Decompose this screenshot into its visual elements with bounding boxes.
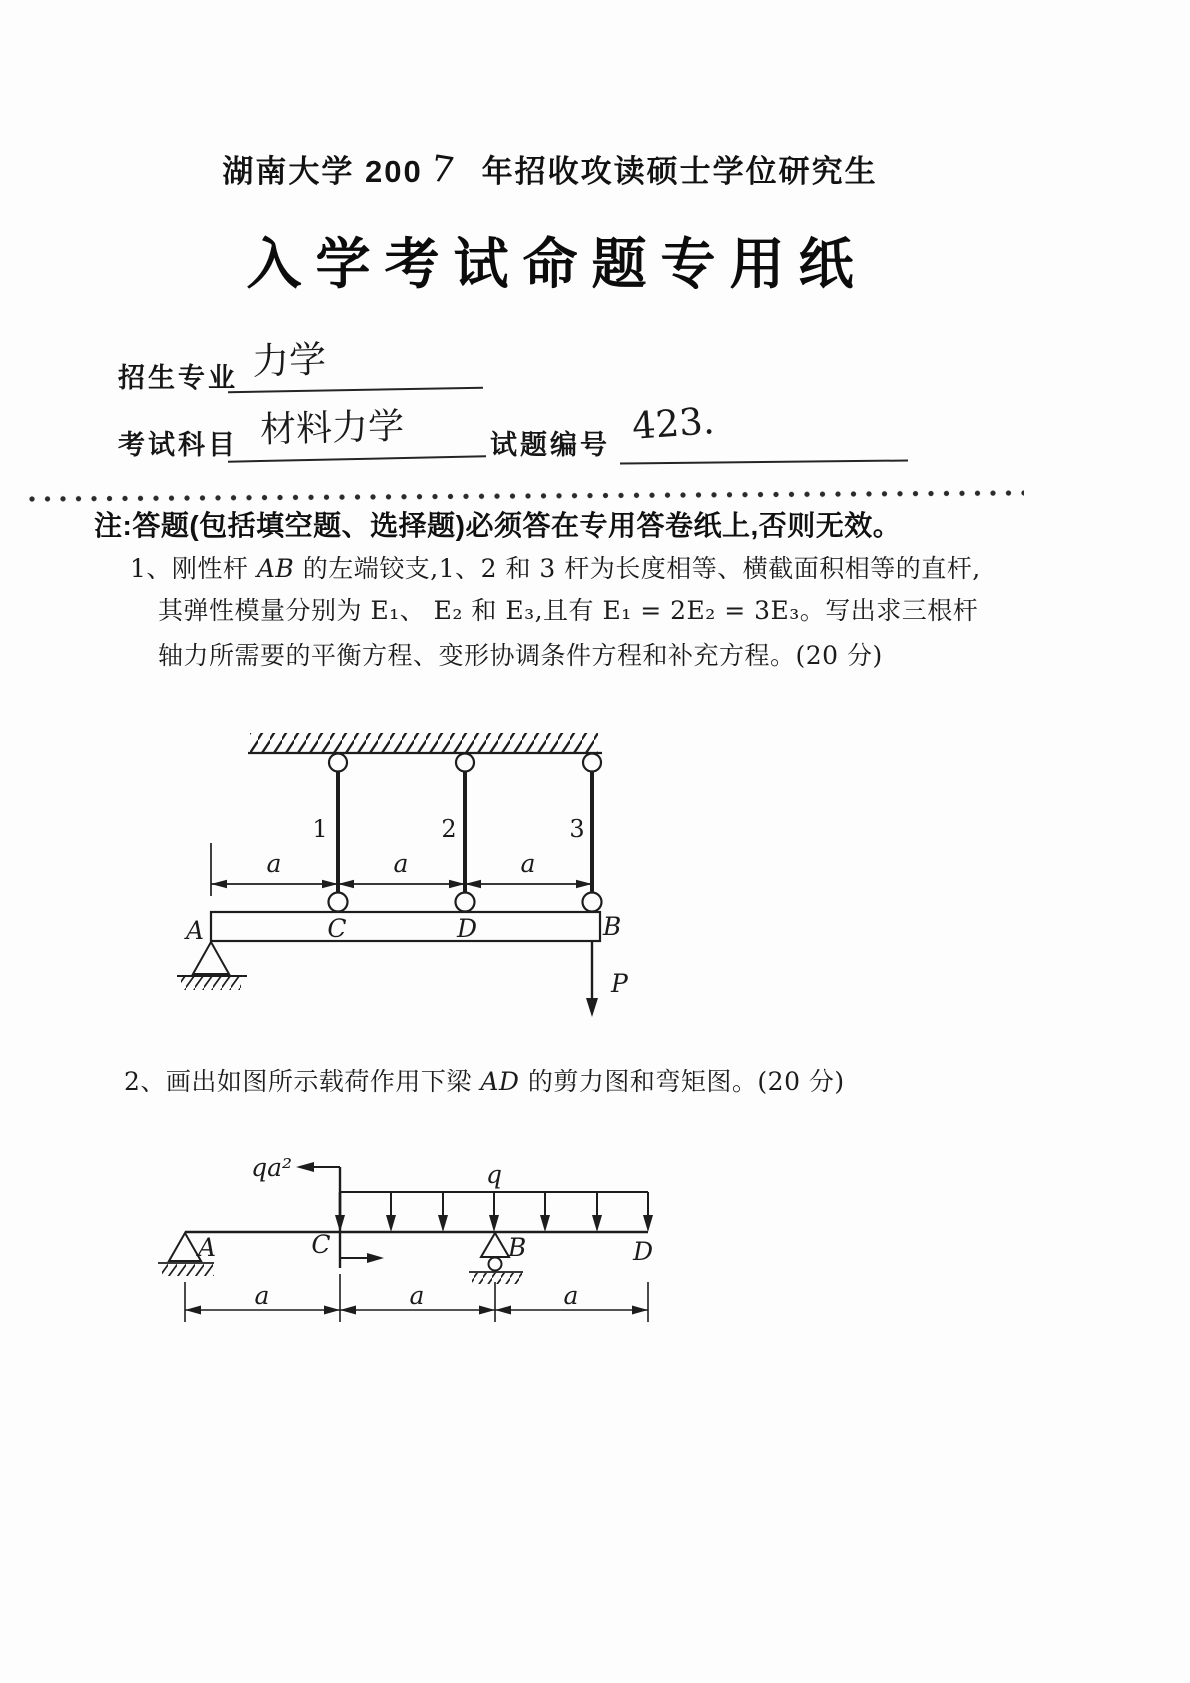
dim2-1-right-arrowhead <box>324 1306 340 1315</box>
point-A-label: A <box>185 916 205 945</box>
dim-a-label-1: a <box>266 849 282 878</box>
paper-number-label: 试题编号 <box>490 430 610 461</box>
support-A-ground-hatch <box>181 977 241 990</box>
dim-a-label-3: a <box>520 849 536 878</box>
load-arrowhead-1 <box>335 1215 345 1232</box>
q1-line1-em: AB <box>256 554 295 583</box>
subject-value-handwritten: 材料力学 <box>259 406 405 451</box>
load-arrowhead-5 <box>540 1215 550 1232</box>
header-line1-suffix: 年招收攻读硕士学位研究生 <box>481 154 878 189</box>
point-B2-label: B <box>507 1233 527 1262</box>
figure1-linework <box>177 733 602 1000</box>
point-D-label: D <box>456 914 478 943</box>
number-blank-line <box>620 459 908 464</box>
figure1-three-rod-diagram <box>150 680 670 1030</box>
roller-B-wheel <box>489 1258 502 1271</box>
q2-line1-post: 的剪力图和弯矩图。(20 分) <box>519 1067 845 1096</box>
point-D2-label: D <box>632 1237 654 1266</box>
header-line1-prefix: 湖南大学 200 <box>222 154 423 189</box>
point-C2-label: C <box>311 1230 331 1259</box>
dotted-separator <box>28 489 1024 503</box>
q2-line1-em: AD <box>480 1067 520 1096</box>
dim2-left-arrowhead <box>338 880 354 889</box>
dim3-right-arrowhead <box>576 880 592 889</box>
q2-line1 <box>124 1062 845 1098</box>
dim2-a-label-2: a <box>409 1281 425 1310</box>
rod3-bottom-pin <box>583 893 602 912</box>
figure1-arrowheads <box>211 880 598 1017</box>
dim2-1-left-arrowhead <box>185 1306 201 1315</box>
moment-left-arrowhead <box>296 1162 314 1172</box>
dim1-right-arrowhead <box>322 880 338 889</box>
moment-right-arrowhead <box>367 1253 384 1263</box>
header-year-handwritten: 7 <box>427 148 459 193</box>
force-P-label: P <box>611 969 628 998</box>
load-arrowhead-4 <box>489 1215 499 1232</box>
rod1-label: 1 <box>312 815 328 843</box>
load-arrowhead-2 <box>386 1215 396 1232</box>
q1-line1 <box>130 549 981 585</box>
q1-line2: 其弹性模量分别为 E₁、 E₂ 和 E₃,且有 E₁ = 2E₂ = 3E₃。写出求三根杆 <box>158 596 979 625</box>
q1-line3: 轴力所需要的平衡方程、变形协调条件方程和补充方程。(20 分) <box>158 641 883 670</box>
load-arrowhead-7 <box>643 1215 653 1232</box>
rod2-label: 2 <box>441 815 457 843</box>
note-line: 注:答题(包括填空题、选择题)必须答在专用答卷纸上,否则无效。 <box>94 510 902 541</box>
header-line1 <box>0 146 1100 191</box>
rod3-top-pin <box>583 754 601 772</box>
load-q-label: q <box>485 1160 503 1189</box>
major-blank-line <box>228 387 483 393</box>
point-B-label: B <box>602 912 622 941</box>
ceiling-hatch <box>250 733 598 752</box>
major-label: 招生专业 <box>118 363 238 394</box>
page-title: 入学考试命题专用纸 <box>246 233 868 295</box>
paper-number-value-handwritten: 423. <box>630 399 716 448</box>
rigid-bar-AB <box>211 912 600 941</box>
dim2-right-arrowhead <box>449 880 465 889</box>
point-C-label: C <box>327 914 347 943</box>
dim2-3-left-arrowhead <box>495 1306 511 1315</box>
dim1-left-arrowhead <box>211 880 227 889</box>
rod1-bottom-pin <box>329 893 348 912</box>
dim2-3-right-arrowhead <box>632 1306 648 1315</box>
pin-support-A2 <box>169 1233 201 1261</box>
rod3-label: 3 <box>569 815 585 843</box>
figure2-beam-diagram <box>150 1110 710 1360</box>
dim-a-label-2: a <box>393 849 409 878</box>
subject-blank-line <box>228 455 486 462</box>
dim2-a-label-1: a <box>254 1281 270 1310</box>
moment-qa2-label: qa² <box>251 1153 292 1182</box>
dim2-2-right-arrowhead <box>479 1306 495 1315</box>
support-B-ground-hatch <box>472 1273 522 1284</box>
q1-line1-post: 的左端铰支,1、2 和 3 杆为长度相等、横截面积相等的直杆, <box>294 554 981 583</box>
force-P-arrowhead <box>586 998 598 1017</box>
rod2-top-pin <box>456 754 474 772</box>
dim3-left-arrowhead <box>465 880 481 889</box>
figure1-labels <box>184 815 629 998</box>
roller-support-B <box>481 1233 509 1257</box>
rod2-bottom-pin <box>456 893 475 912</box>
load-arrowhead-3 <box>438 1215 448 1232</box>
point-A2-label: A <box>197 1233 217 1262</box>
pin-support-A <box>193 942 229 974</box>
dim2-2-left-arrowhead <box>340 1306 356 1315</box>
subject-label: 考试科目 <box>118 430 238 461</box>
dim2-a-label-3: a <box>563 1281 579 1310</box>
major-value-handwritten: 力学 <box>251 337 327 384</box>
q1-line1-pre: 1、刚性杆 <box>130 554 257 583</box>
support-A2-ground-hatch <box>162 1264 214 1276</box>
rod1-top-pin <box>329 754 347 772</box>
load-arrowhead-6 <box>592 1215 602 1232</box>
q2-line1-pre: 2、画出如图所示载荷作用下梁 <box>124 1067 481 1096</box>
